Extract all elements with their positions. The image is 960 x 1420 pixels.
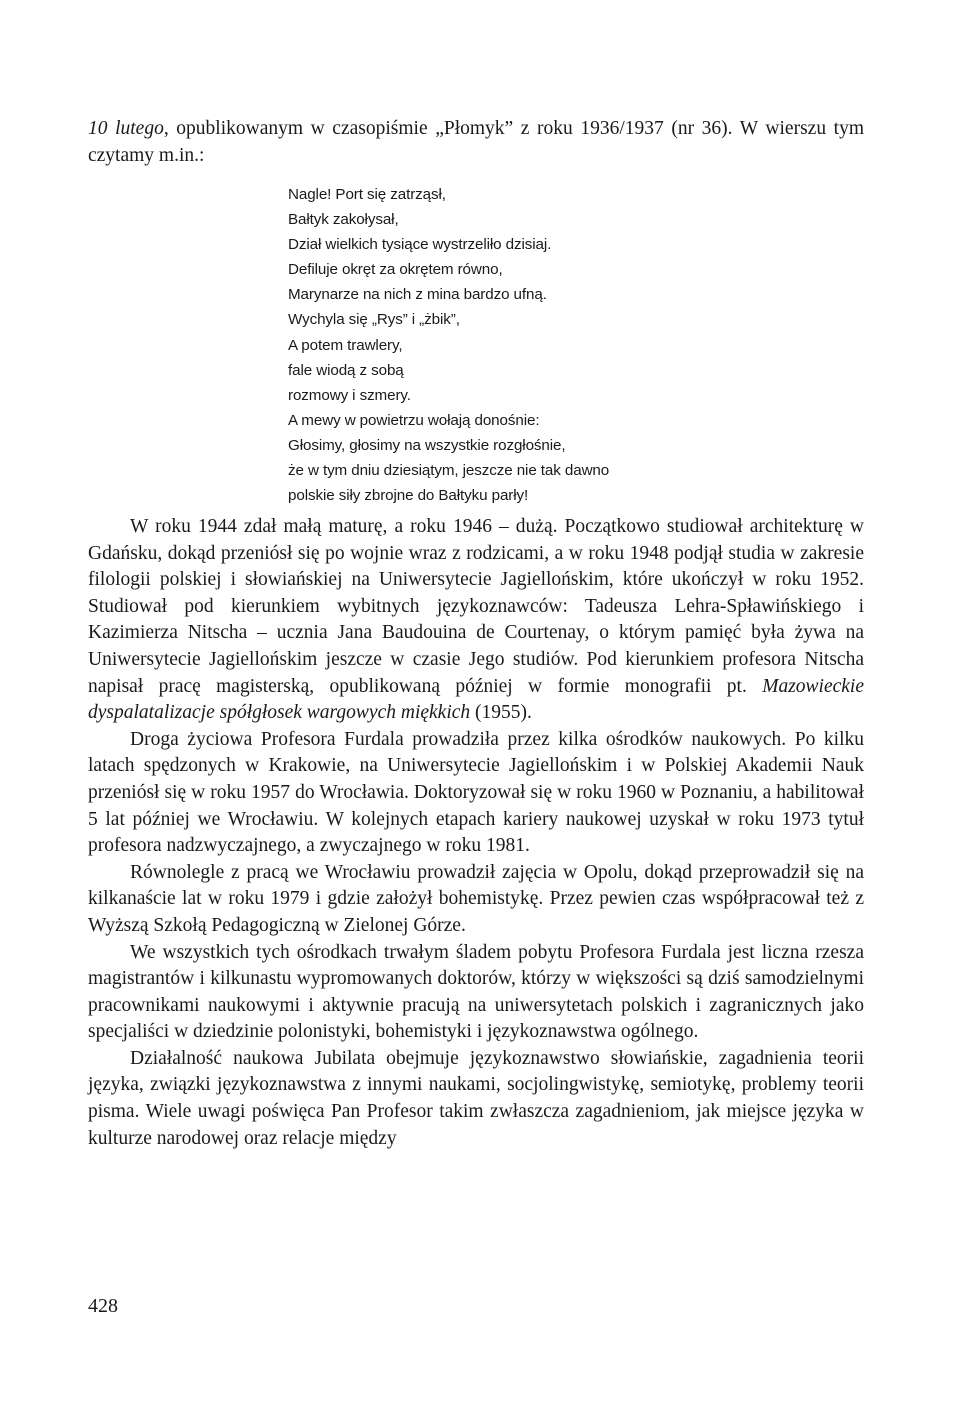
intro-italic-date: 10 lutego [88,118,164,139]
poem-line: A potem trawlery, [288,336,403,354]
page-number: 428 [88,1295,118,1317]
monograph-title: Mazowieckie dyspalatalizacje spółgłosek wargowych miękkich [88,675,864,724]
paragraph-opole: Równolegle z pracą we Wrocławiu prowadził zajęcia w Opolu, dokąd przeprowadził się na kilkanaście lat w roku 1979 i gdzie założył bohemistykę. Przez pewien czas współpracował też z Wyższą Szkołą Pedagogiczną w Zielonej Górze. [88,861,864,936]
poem-line: Głosimy, głosimy na wszystkie rozgłośnie, [288,436,566,454]
poem-line: Marynarze na nich z mina bardzo ufną. [288,286,547,304]
poem-line: fale wiodą z sobą [288,361,404,379]
paragraph-research: Działalność naukowa Jubilata obejmuje językoznawstwo słowiańskie, zagadnienia teorii języka, związki językoznawstwa z innymi naukami, socjolingwistykę, semiotykę, problemy teorii pisma. Wiele uwagi poświęca Pan Profesor takim zwłaszcza zagadnieniom, jak miejsce języka w kulturze narodowej oraz relacje między [88,1047,864,1149]
poem-line: rozmowy i szmery. [288,386,411,404]
intro-paragraph [88,116,864,169]
poem-line: Wychyla się „Rys” i „żbik”, [288,311,460,329]
paragraph-text: W roku 1944 zdał małą maturę, a roku 1946 – dużą. Początkowo studiował architekturę w Gdańsku, dokąd przeniósł się po wojnie wraz z rodzicami, a w roku 1948 podjął studia w zakresie filologii polskiej i słowiańskiej na Uniwersytecie Jagiellońskim, które ukończył w roku 1952. Studiował pod kierunkiem wybitnych językoznawców: Tadeusza Lehra-Spławińskiego i Kazimierza Nitscha – ucznia Jana Baudouina de Courtenay, o którym pamięć była żywa na Uniwersytecie Jagiellońskim jeszcze w czasie Jego studiów. Pod kierunkiem profesora Nitscha napisał pracę magisterską, opublikowaną później w formie monografii pt. [88,516,864,697]
poem-line: Bałtyk zakołysał, [288,211,399,229]
poem-line: A mewy w powietrzu wołają donośnie: [288,411,540,429]
paragraph-career: Droga życiowa Profesora Furdala prowadziła przez kilka ośrodków naukowych. Po kilku latach spędzonych w Krakowie, na Uniwersytecie Jagiellońskim i w Polskiej Akademii Nauk przeniósł się w roku 1957 do Wrocławia. Doktoryzował się w roku 1960 w Poznaniu, a habilitował 5 lat później we Wrocławiu. W kolejnych etapach kariery naukowej uzyskał w roku 1973 tytuł profesora nadzwyczajnego, a zwyczajnego w roku 1981. [88,728,864,857]
poem-line: Defiluje okręt za okrętem równo, [288,261,503,279]
paragraph-education [88,514,864,727]
poem-line: Nagle! Port się zatrząsł, [288,186,446,203]
poem-block [288,182,848,508]
intro-text: , opublikowanym w czasopiśmie „Płomyk” z roku 1936/1937 (nr 36). W wierszu tym czytamy m.in.: [88,118,865,166]
poem-line: że w tym dniu dziesiątym, jeszcze nie tak dawno [288,462,610,480]
poem-line: Dział wielkich tysiące wystrzeliło dzisiaj. [288,236,552,254]
body-text [88,514,864,1152]
paragraph-text: (1955). [470,702,532,724]
paragraph-students: We wszystkich tych ośrodkach trwałym śladem pobytu Profesora Furdala jest liczna rzesza magistrantów i kilkunastu wypromowanych doktorów, którzy w większości są dziś samodzielnymi pracownikami naukowymi i aktywnie pracują na uniwersytetach polskich i zagranicznych jako specjaliści w dziedzinie polonistyki, bohemistyki i językoznawstwa ogólnego. [88,941,864,1043]
poem-line: polskie siły zbrojne do Bałtyku parły! [288,487,529,505]
